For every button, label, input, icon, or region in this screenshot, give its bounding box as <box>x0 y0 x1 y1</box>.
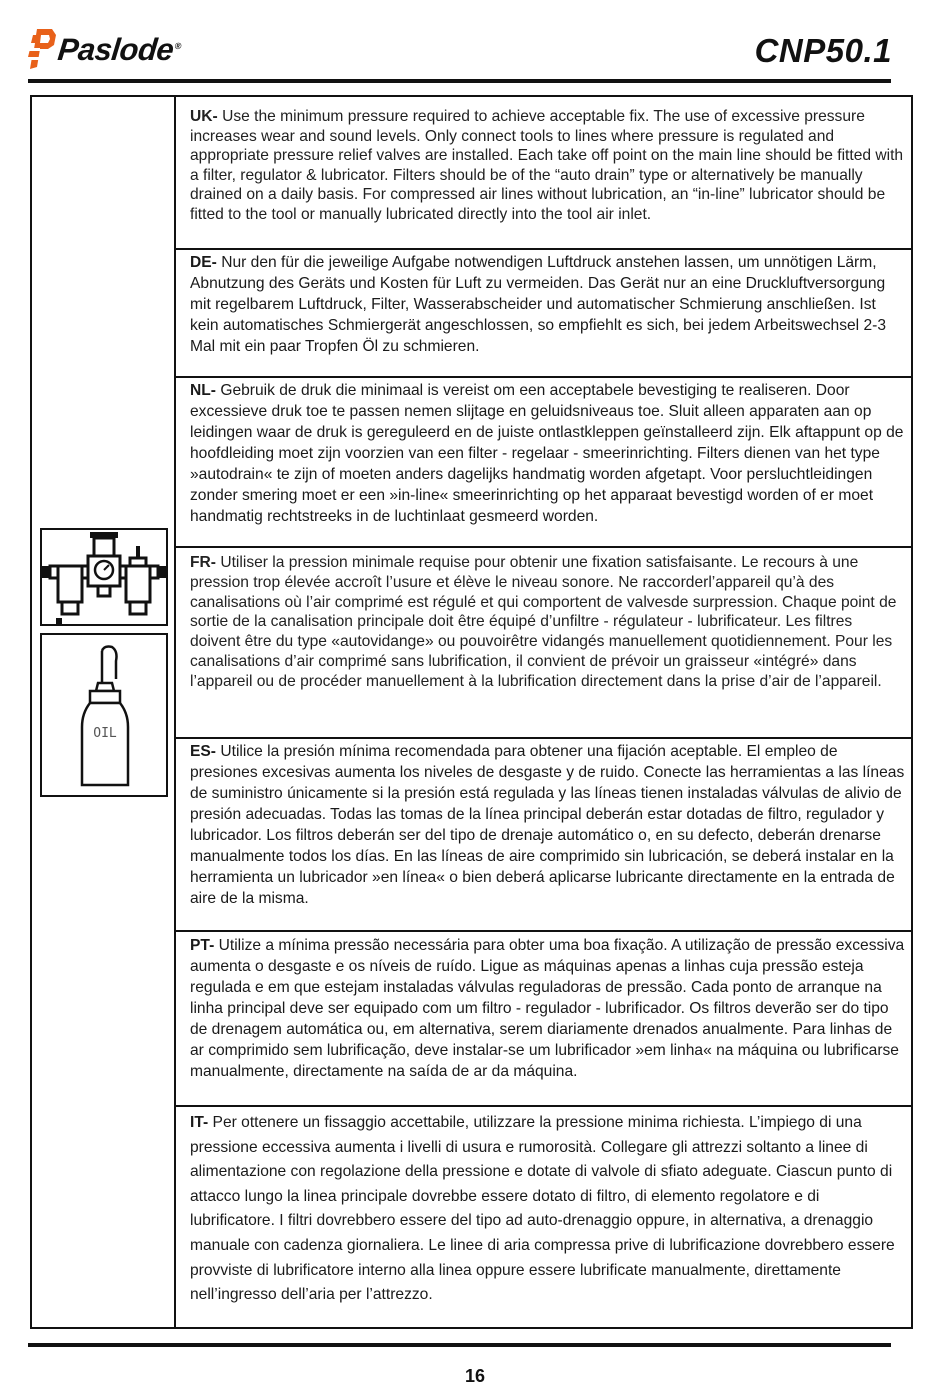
section-nl-text: NL- Gebruik de druk die minimaal is vereist om een acceptabele bevestiging te realiseren. Door excessieve druk toe te passen nemen slijtage en geluidsniveaus toe. Sluit alleen apparaten aan op leidingen waar de druk is gereguleerd en de juiste ontlastkleppen geïnstalleerd zijn. Elk aftappunt op de hoofdleiding moet zijn voorzien van een filter - regelaar - smeerinrichting. Filters dienen van het type »autodrain« te zijn of moeten anders dagelijks handmatig worden afgetapt. Voor persluchtleidingen zonder smering moet er een »in-line« smeerinrichting op het apparaat bevestigd worden of er moet handmatig rechtstreeks in de luchtinlaat gesmeerd worden. <box>190 382 904 525</box>
page-header <box>0 0 950 90</box>
section-pt <box>176 932 911 1107</box>
section-fr <box>176 548 911 739</box>
footer-divider <box>28 1343 891 1347</box>
language-code: DE- <box>190 254 217 271</box>
section-es <box>176 739 911 932</box>
section-es-text: ES- Utilice la presión mínima recomendada para obtener una fijación aceptable. El empleo de presiones excesivas aumenta los niveles de desgaste y de ruido. Conecte las herramientas a las líneas de suministro únicamente si la presión está regulada y las líneas tienen instaladas válvulas de alivio de presión adecuadas. Todas las tomas de la línea principal deberán estar dotadas de filtro, regulador y lubricador. Los filtros deberán ser del tipo de drenaje automático o, en su defecto, deberán drenarse manualmente todos los días. En las líneas de aire comprimido sin lubricación, se deberá instalar en la herramienta un lubricador »en línea« o bien deberá aplicarse lubricante directamente en la entrada de aire de la misma. <box>190 743 905 907</box>
content-frame <box>30 95 913 1329</box>
section-it <box>176 1107 911 1327</box>
icon-column <box>32 97 176 1327</box>
oil-bottle-icon-box <box>40 633 168 797</box>
paslode-logo <box>28 26 181 72</box>
section-pt-text: PT- Utilize a mínima pressão necessária para obter uma boa fixação. A utilização de pressão excessiva aumenta o desgaste e os níveis de ruído. Ligue as máquinas apenas a linhas cuja pressão esteja regulada e em que estejam instaladas válvulas reguladoras de pressão. Cada ponto de arranque na linha principal deve ser equipado com um filtro - regulador - lubrificador. Os filtros deverão ser do tipo de drenagem automática ou, em alternativa, serem diariamente drenados anualmente. Para linhas de ar comprimido sem lubrificação, deve instalar-se um lubrificador »em linha« na máquina ou lubrificarse manualmente, directamente na saída de ar da máquina. <box>190 937 905 1080</box>
header-divider <box>28 79 891 83</box>
paslode-logo-mark-icon <box>28 27 56 71</box>
language-code: IT- <box>190 1114 209 1131</box>
section-nl <box>176 378 911 548</box>
section-uk <box>176 97 911 250</box>
language-code: ES- <box>190 743 216 760</box>
language-code: UK- <box>190 108 218 125</box>
section-de <box>176 250 911 378</box>
language-code: PT- <box>190 937 215 954</box>
page-number: 16 <box>464 1366 486 1386</box>
svg-text:OIL: OIL <box>93 726 117 741</box>
model-number: CNP50.1 <box>754 32 892 69</box>
oil-bottle-icon <box>42 635 166 795</box>
language-code: FR- <box>190 554 216 571</box>
language-code: NL- <box>190 382 216 399</box>
section-it-text: IT- Per ottenere un fissaggio accettabile, utilizzare la pressione minima richiesta. L’impiego di una pressione eccessiva aumenta i livelli di usura e rumorosità. Collegare gli attrezzi soltanto a linee di alimentazione con regolazione della pressione e dotate di valvole di sfiato adeguate. Ciascun punto di attacco lungo la linea principale dovrebbe essere dotato di filtro, di elemento regolatore e di lubrificatore. I filtri dovrebbero essere del tipo ad auto-drenaggio oppure, in alternativa, a drenaggio manuale con cadenza giornaliera. Le linee di aria compressa prive di lubrificazione dovrebbero essere provviste di lubrificatore interno alla linea oppure essere lubrificate manualmente, direttamente nell’ingresso dell’aria per l’attrezzo. <box>190 1114 895 1304</box>
section-uk-text: UK- Use the minimum pressure required to achieve acceptable fix. The use of excessive pressure increases wear and sound levels. Only connect tools to lines where pressure is regulated and appropriate pressure relief valves are installed. Each take off point on the main line should be fitted with a filter, regulator & lubricator. Filters should be of the “auto drain” type or alternatively be manually drained on a daily basis. For compressed air lines without lubrication, an “in-line” lubricator should be fitted to the tool or manually lubricated directly into the tool air inlet. <box>190 108 904 223</box>
brand-name: Paslode® <box>56 31 182 67</box>
filter-regulator-lubricator-icon <box>42 530 166 624</box>
section-fr-text: FR- Utiliser la pression minimale requise pour obtenir une fixation satisfaisante. Le recours à une pression trop élevée accroît l’usure et élève le niveau sonore. Ne raccorderl’appareil qu’à des canalisations où l’air comprimé est régulé et qui comportent de valvesde surpression. Chaque point de sortie de la canalisation principale doit être équipé d’unfiltre - régulateur - lubrificateur. Les filtres doivent être du type «autovidange» ou pouvoirêtre vidangés manuellement quotidiennement. Pour les canalisations d’air comprimé sans lubrification, il convient de prévoir un graisseur «intégré» dans l’appareil ou de procéder manuellement à la lubrification directement dans la prise d’air de l’appareil. <box>190 554 897 690</box>
text-column <box>176 97 911 1327</box>
section-de-text: DE- Nur den für die jeweilige Aufgabe notwendigen Luftdruck anstehen lassen, um unnötigen Lärm, Abnutzung des Geräts und Kosten für Luft zu vermeiden. Das Gerät nur an eine Druckluftversorgung mit regelbarem Luftdruck, Filter, Wasserabscheider und automatischer Schmierung anschließen. Ist kein automatisches Schmiergerät angeschlossen, so empfiehlt es sich, bei jedem Arbeitswechsel 2-3 Mal mit ein paar Tropfen Öl zu schmieren. <box>190 254 887 355</box>
frl-icon-box <box>40 528 168 626</box>
